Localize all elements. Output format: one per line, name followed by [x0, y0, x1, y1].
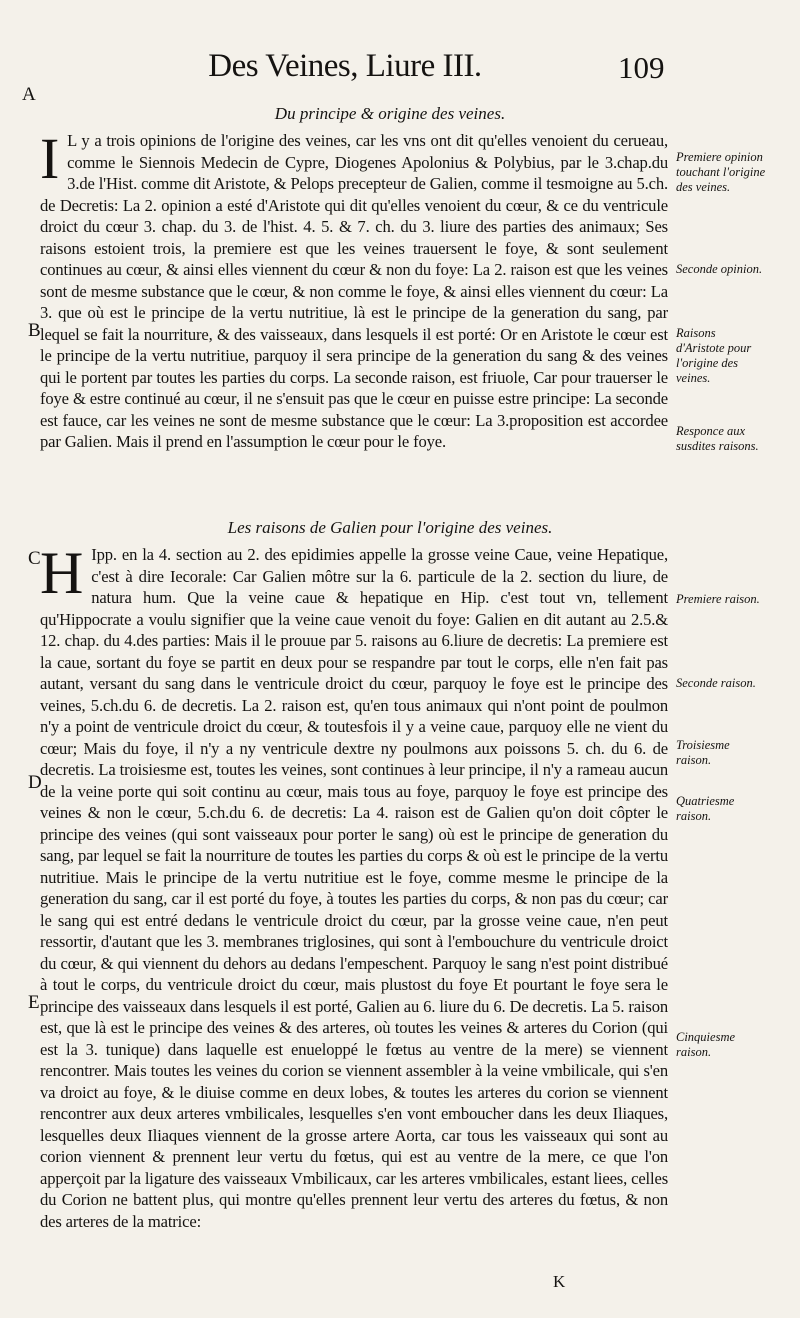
side-letter-e: E [28, 992, 40, 1013]
section-body-galien [40, 540, 668, 1232]
margin-note: Cinquiesme raison. [676, 1030, 736, 1059]
margin-note: Seconde raison. [676, 676, 756, 690]
drop-cap: H [40, 540, 84, 606]
margin-note: Responce aux susdites raisons. [676, 424, 759, 453]
section-title-galien: Les raisons de Galien pour l'origine des veines. [227, 518, 553, 537]
corner-letter: A [22, 84, 36, 105]
margin-note: Seconde opinion. [676, 262, 763, 276]
side-letter-b: B [28, 320, 41, 341]
margin-note: Premiere opinion touchant l'origine des veines. [676, 150, 766, 194]
side-letter-c: C [28, 548, 41, 569]
side-letter-d: D [28, 772, 42, 793]
margin-notes [676, 0, 766, 1318]
paragraph-text: L y a trois opinions de l'origine des veines, car les vns ont dit qu'elles venoient du cerueau, comme le Siennois Medecin de Cypre, Diogenes Apolonius & Polybius, par le 3.chap.du 3.de l'Hist. comme dit Aristote, & Pelops precepteur de Galien, comme il tesmoigne au 5.ch. de Decretis: La 2. opinion a esté d'Aristote qui dit qu'elles venoient du cœur, & ce du ventricule droict du cœur 3. chap. du 3. de l'hist. 4. 5. & 7. ch. du 3. liure des parties des animaux; Ses raisons estoient trois, la premiere est que les veines trauersent le foye, & sont seulement continues au cœur, & ainsi elles viennent du cœur & non du foye: La 2. raison est que les veines sont de mesme substance que le cœur, & non comme le foye, & ainsi elles viennent du cœur: La 3. que où est le principe de la vertu nutritiue, là est le principe de la generation du sang, par lequel se fait la nourriture, & des vaisseaux, dans lesquels il est porté: Or en Aristote le cœur est le principe de la vertu nutritiue, parquoy il sera principe de la generation du sang & des veines qui le portent par toutes les parties du corps. La seconde raison, est friuole, Car pour trauerser le foye & estre continué au cœur, il ne s'ensuit pas que le cœur en puisse estre principe: La seconde est fauce, car les veines ne sont de mesme substance que le cœur: La 3.proposition est accordee par Galien. Mais il prend en l'assumption le cœur pour le foye. [40, 131, 668, 451]
paragraph [40, 540, 668, 1232]
margin-note: Quatriesme raison. [676, 794, 735, 823]
section-body-origine [40, 126, 668, 453]
paragraph-text: Ipp. en la 4. section au 2. des epidimies appelle la grosse veine Caue, veine Hepatique, c'est à dire Iecorale: Car Galien môtre sur la 6. particule de la 2. section du liure, de natura hum. Que la veine caue & hepatique en Hip. c'est tout vn, tellement qu'Hippocrate a voulu signifier que la veine caue venoit du foye: Galien en dit autant au 2.5.& 12. chap. du 4.des parties: Mais il le prouue par 5. raisons au 6.liure de decretis: La premiere est la caue, sortant du foye se partit en deux pour se respandre par tout le corps, elle n'en fait pas autant, versant du sang dans le ventricule droict du cœur, parquoy le foye est le principe des veines, 5.ch.du 6. de decretis. La 2. raison est, qu'en tous animaux qui n'ont point de poulmon n'y a point de ventricule droict du cœur, & toutesfois il y a veine caue, parquoy elle ne vient du cœur; Mais du foye, il n'y a ny ventricule dextre ny poulmons aux poissons 5. ch. du 6. de decretis. La troisiesme est, toutes les veines, sont continues à leur principe, il n'y a rameau aucun de la veine porte qui soit continu au cœur, mais tous au foye, parquoy le foye est principe des veines & non le cœur, 5.ch.du 6. de decretis: La 4. raison est de Galien qu'on doit côpter le principe des veines (qui sont vaisseaux pour porter le sang) où est le principe de generation du sang, par lequel se fait la nourriture de toutes les parties du corps & où est le principe de la vertu nutritiue. Mais le principe de la vertu nutritiue est le foye, comme mesme le principe de la generation du sang, car il est porté du foye, à toutes les parties du corps, & non pas du cœur; car le sang qui est entré dedans le ventricule droict du cœur, par la grosse veine caue, n'en peut ressortir, d'autant que les 3. membranes triglosines, qui sont à l'embouchure du ventricule droict du cœur, & qui viennent du dehors au dedans l'empeschent. Parquoy le sang n'est point distribué à tout le corps, du ventricule droict du cœur, mais plustost du foye Et pourtant le foye sera le principe des vaisseaux dans lesquels il est porté, Galien au 6. liure du 6. De decretis. La 5. raison est, que là est le principe des veines & des arteres, où toutes les veines & arteres du Corion (qui est la 3. tunique) dans laquelle est enueloppé le fœtus au ventre de la mere) se viennent rencontrer. Mais toutes les veines du corion se viennent assembler à la veine vmbilicale, qui s'en va droict au foye, & le diuise comme en deux lobes, & toutes les arteres du corion se viennent rencontrer aux deux arteres vmbilicales, lesquelles s'en vont emboucher dans les deux Iliaques, lesquelles deux Iliaques viennent de la grosse artere Aorta, car tous les vaisseaux qui sont au corion viennent & prennent leur vertu du fœtus, qui est au ventre de la mere, ce que l'on apperçoit par la ligature des vaisseaux Vmbilicaux, car les arteres vmbilicales, estant liees, celles du Corion ne battent plus, qui montre qu'elles prennent leur vertu des arteres du fœtus, & non des arteres de la matrice: [40, 545, 668, 1231]
drop-cap: I [40, 126, 60, 191]
margin-note: Troisiesme raison. [676, 738, 730, 767]
page-number: 109 [618, 50, 665, 85]
signature-mark: K [553, 1272, 566, 1291]
section-title-origine: Du principe & origine des veines. [274, 104, 506, 123]
running-title: Des Veines, Liure III. [208, 48, 482, 84]
margin-note: Raisons d'Aristote pour l'origine des veines. [676, 326, 752, 385]
margin-note: Premiere raison. [676, 592, 760, 606]
paragraph [40, 126, 668, 453]
